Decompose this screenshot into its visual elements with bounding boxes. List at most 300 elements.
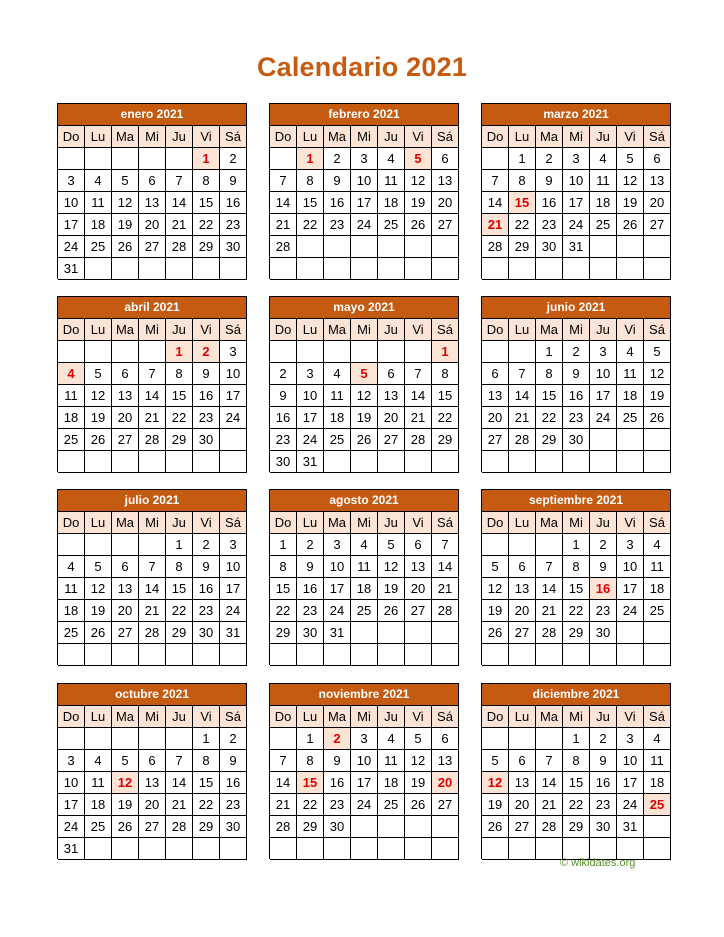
empty-day-cell [112,728,139,750]
day-cell: 25 [85,236,112,258]
day-cell: 31 [297,451,324,473]
month-block [269,103,459,279]
day-cell: 12 [482,578,509,600]
day-cell: 19 [405,772,432,794]
empty-day-cell [644,644,671,666]
day-cell: 2 [536,148,563,170]
weekday-header: Mi [563,512,590,534]
empty-day-cell [432,644,459,666]
weekday-header: Do [270,126,297,148]
day-cell: 1 [270,534,297,556]
day-cell: 22 [297,214,324,236]
day-cell: 10 [297,385,324,407]
day-cell: 19 [85,600,112,622]
month-block [481,296,671,472]
month-block [269,489,459,665]
weekday-header: Ma [536,706,563,728]
day-cell: 27 [432,794,459,816]
day-cell: 21 [166,794,193,816]
weekday-header: Vi [193,126,220,148]
day-cell: 6 [509,556,536,578]
day-cell: 16 [324,772,351,794]
empty-day-cell [536,728,563,750]
empty-day-cell [166,258,193,280]
day-cell: 8 [297,750,324,772]
empty-day-cell [220,451,247,473]
empty-day-cell [220,258,247,280]
weekday-header: Sá [220,126,247,148]
day-cell: 30 [297,622,324,644]
day-cell: 5 [85,363,112,385]
day-cell: 29 [166,429,193,451]
empty-day-cell [351,341,378,363]
day-cell: 25 [617,407,644,429]
day-cell: 16 [220,772,247,794]
day-cell: 11 [58,578,85,600]
day-cell: 8 [297,170,324,192]
empty-day-cell [617,644,644,666]
day-cell: 24 [297,429,324,451]
weekday-header: Lu [297,126,324,148]
day-cell: 7 [270,170,297,192]
day-cell: 12 [405,750,432,772]
day-cell: 20 [378,407,405,429]
day-cell: 27 [482,429,509,451]
weekday-header: Ju [166,706,193,728]
day-cell: 3 [58,750,85,772]
day-cell: 23 [193,407,220,429]
day-cell: 14 [139,385,166,407]
day-cell: 24 [563,214,590,236]
day-cell: 20 [112,407,139,429]
weekday-header: Lu [85,126,112,148]
empty-day-cell [139,534,166,556]
day-cell: 28 [482,236,509,258]
day-cell: 19 [482,600,509,622]
empty-day-cell [58,534,85,556]
month-title: junio 2021 [482,297,671,319]
empty-day-cell [644,258,671,280]
day-cell: 22 [270,600,297,622]
weekday-header: Ma [536,319,563,341]
holiday-day-cell: 12 [482,772,509,794]
empty-day-cell [324,258,351,280]
day-cell: 10 [351,170,378,192]
empty-day-cell [85,838,112,860]
day-cell: 23 [270,429,297,451]
day-cell: 24 [351,214,378,236]
holiday-day-cell: 2 [193,341,220,363]
day-cell: 20 [482,407,509,429]
empty-day-cell [378,644,405,666]
month-title: julio 2021 [58,490,247,512]
day-cell: 7 [139,363,166,385]
day-cell: 9 [220,170,247,192]
day-cell: 7 [270,750,297,772]
day-cell: 4 [351,534,378,556]
empty-day-cell [563,258,590,280]
day-cell: 11 [324,385,351,407]
day-cell: 22 [509,214,536,236]
day-cell: 10 [617,750,644,772]
month-block [269,683,459,859]
weekday-header: Sá [644,126,671,148]
day-cell: 27 [378,429,405,451]
empty-day-cell [509,728,536,750]
day-cell: 4 [58,556,85,578]
weekday-header: Ma [324,126,351,148]
empty-day-cell [112,838,139,860]
weekday-header: Do [482,126,509,148]
day-cell: 23 [536,214,563,236]
day-cell: 9 [220,750,247,772]
day-cell: 11 [617,363,644,385]
empty-day-cell [351,644,378,666]
day-cell: 17 [351,772,378,794]
holiday-day-cell: 1 [432,341,459,363]
day-cell: 31 [58,258,85,280]
day-cell: 19 [112,794,139,816]
holiday-day-cell: 4 [58,363,85,385]
empty-day-cell [351,622,378,644]
day-cell: 27 [405,600,432,622]
day-cell: 26 [617,214,644,236]
empty-day-cell [644,622,671,644]
weekday-header: Lu [297,512,324,534]
empty-day-cell [85,341,112,363]
day-cell: 2 [324,148,351,170]
day-cell: 4 [378,148,405,170]
empty-day-cell [509,644,536,666]
day-cell: 6 [432,728,459,750]
empty-day-cell [378,258,405,280]
empty-day-cell [85,148,112,170]
day-cell: 18 [58,600,85,622]
day-cell: 22 [297,794,324,816]
day-cell: 18 [644,772,671,794]
empty-day-cell [536,644,563,666]
day-cell: 9 [536,170,563,192]
holiday-day-cell: 15 [509,192,536,214]
day-cell: 5 [482,750,509,772]
weekday-header: Sá [644,512,671,534]
day-cell: 8 [536,363,563,385]
holiday-day-cell: 1 [193,148,220,170]
weekday-header: Lu [509,706,536,728]
empty-day-cell [617,622,644,644]
day-cell: 28 [536,816,563,838]
day-cell: 15 [563,772,590,794]
day-cell: 5 [85,556,112,578]
empty-day-cell [405,341,432,363]
empty-day-cell [405,644,432,666]
day-cell: 3 [220,341,247,363]
empty-day-cell [220,644,247,666]
weekday-header: Ju [166,126,193,148]
day-cell: 2 [590,534,617,556]
day-cell: 25 [378,214,405,236]
day-cell: 13 [432,170,459,192]
day-cell: 28 [139,429,166,451]
day-cell: 27 [509,622,536,644]
day-cell: 17 [351,192,378,214]
day-cell: 24 [590,407,617,429]
page-title: Calendario 2021 [256,52,468,82]
month-title: noviembre 2021 [270,684,459,706]
empty-day-cell [58,341,85,363]
day-cell: 19 [351,407,378,429]
weekday-header: Do [482,319,509,341]
weekday-header: Lu [509,126,536,148]
empty-day-cell [139,258,166,280]
weekday-header: Ju [166,319,193,341]
day-cell: 21 [536,600,563,622]
weekday-header: Vi [617,126,644,148]
day-cell: 12 [112,192,139,214]
day-cell: 25 [58,429,85,451]
day-cell: 1 [509,148,536,170]
day-cell: 18 [351,578,378,600]
day-cell: 13 [482,385,509,407]
day-cell: 9 [193,556,220,578]
day-cell: 8 [432,363,459,385]
month-block [481,683,671,859]
day-cell: 27 [139,816,166,838]
empty-day-cell [270,341,297,363]
day-cell: 10 [58,772,85,794]
day-cell: 18 [378,192,405,214]
empty-day-cell [509,451,536,473]
empty-day-cell [270,258,297,280]
weekday-header: Ma [536,126,563,148]
weekday-header: Lu [509,319,536,341]
weekday-header: Do [270,319,297,341]
day-cell: 6 [112,363,139,385]
weekday-header: Mi [351,512,378,534]
day-cell: 15 [297,192,324,214]
month-title: abril 2021 [58,297,247,319]
month-block [57,683,247,859]
month-title: mayo 2021 [270,297,459,319]
day-cell: 25 [58,622,85,644]
month-title: enero 2021 [58,104,247,126]
empty-day-cell [112,341,139,363]
day-cell: 8 [509,170,536,192]
holiday-day-cell: 1 [297,148,324,170]
month-title: octubre 2021 [58,684,247,706]
day-cell: 27 [112,622,139,644]
day-cell: 29 [193,236,220,258]
weekday-header: Lu [509,512,536,534]
month-title: diciembre 2021 [482,684,671,706]
day-cell: 8 [270,556,297,578]
weekday-header: Mi [563,319,590,341]
empty-day-cell [139,148,166,170]
empty-day-cell [324,644,351,666]
empty-day-cell [85,644,112,666]
day-cell: 2 [297,534,324,556]
day-cell: 26 [85,429,112,451]
weekday-header: Do [482,706,509,728]
empty-day-cell [166,451,193,473]
day-cell: 13 [139,192,166,214]
day-cell: 21 [509,407,536,429]
holiday-day-cell: 12 [112,772,139,794]
day-cell: 4 [644,534,671,556]
day-cell: 13 [644,170,671,192]
weekday-header: Mi [351,706,378,728]
day-cell: 9 [270,385,297,407]
day-cell: 11 [590,170,617,192]
empty-day-cell [324,341,351,363]
day-cell: 26 [112,236,139,258]
day-cell: 12 [351,385,378,407]
empty-day-cell [536,838,563,860]
day-cell: 6 [432,148,459,170]
day-cell: 14 [536,578,563,600]
weekday-header: Mi [139,706,166,728]
day-cell: 15 [193,192,220,214]
weekday-header: Ju [378,512,405,534]
weekday-header: Vi [193,512,220,534]
holiday-day-cell: 16 [590,578,617,600]
empty-day-cell [617,451,644,473]
weekday-header: Ju [590,706,617,728]
empty-day-cell [378,341,405,363]
day-cell: 4 [378,728,405,750]
day-cell: 21 [270,794,297,816]
day-cell: 3 [590,341,617,363]
day-cell: 17 [58,794,85,816]
day-cell: 1 [193,728,220,750]
day-cell: 6 [112,556,139,578]
weekday-header: Do [58,126,85,148]
day-cell: 13 [432,750,459,772]
day-cell: 29 [432,429,459,451]
day-cell: 3 [563,148,590,170]
holiday-day-cell: 20 [432,772,459,794]
empty-day-cell [193,258,220,280]
weekday-header: Ma [112,706,139,728]
day-cell: 2 [563,341,590,363]
day-cell: 25 [85,816,112,838]
day-cell: 22 [193,794,220,816]
holiday-day-cell: 1 [166,341,193,363]
empty-day-cell [112,258,139,280]
empty-day-cell [644,429,671,451]
day-cell: 6 [139,750,166,772]
empty-day-cell [297,341,324,363]
day-cell: 6 [139,170,166,192]
day-cell: 8 [166,556,193,578]
holiday-day-cell: 2 [324,728,351,750]
empty-day-cell [351,236,378,258]
month-title: febrero 2021 [270,104,459,126]
day-cell: 13 [509,578,536,600]
empty-day-cell [297,236,324,258]
day-cell: 13 [509,772,536,794]
day-cell: 6 [378,363,405,385]
day-cell: 1 [563,534,590,556]
day-cell: 6 [482,363,509,385]
day-cell: 21 [432,578,459,600]
day-cell: 30 [590,816,617,838]
weekday-header: Vi [617,319,644,341]
empty-day-cell [351,816,378,838]
day-cell: 9 [324,750,351,772]
weekday-header: Ju [590,126,617,148]
day-cell: 10 [563,170,590,192]
weekday-header: Sá [220,512,247,534]
day-cell: 11 [85,192,112,214]
weekday-header: Sá [644,706,671,728]
day-cell: 16 [324,192,351,214]
empty-day-cell [432,622,459,644]
day-cell: 24 [220,600,247,622]
weekday-header: Mi [139,126,166,148]
day-cell: 28 [405,429,432,451]
day-cell: 28 [432,600,459,622]
empty-day-cell [297,258,324,280]
day-cell: 15 [166,578,193,600]
month-title: agosto 2021 [270,490,459,512]
day-cell: 19 [112,214,139,236]
weekday-header: Do [58,706,85,728]
weekday-header: Mi [563,126,590,148]
empty-day-cell [563,451,590,473]
day-cell: 14 [270,772,297,794]
day-cell: 19 [482,794,509,816]
weekday-header: Lu [297,319,324,341]
day-cell: 21 [166,214,193,236]
day-cell: 2 [220,728,247,750]
day-cell: 5 [378,534,405,556]
day-cell: 13 [112,578,139,600]
holiday-day-cell: 25 [644,794,671,816]
weekday-header: Mi [139,319,166,341]
empty-day-cell [139,838,166,860]
month-title: septiembre 2021 [482,490,671,512]
empty-day-cell [482,341,509,363]
footer-credit[interactable]: © wikidates.org [560,857,636,869]
day-cell: 10 [220,363,247,385]
weekday-header: Ma [536,512,563,534]
day-cell: 30 [536,236,563,258]
day-cell: 22 [166,600,193,622]
day-cell: 20 [112,600,139,622]
empty-day-cell [536,534,563,556]
day-cell: 13 [378,385,405,407]
day-cell: 18 [85,794,112,816]
month-block [481,103,671,279]
day-cell: 16 [536,192,563,214]
day-cell: 4 [617,341,644,363]
day-cell: 26 [378,600,405,622]
day-cell: 24 [58,236,85,258]
day-cell: 26 [482,816,509,838]
day-cell: 12 [85,385,112,407]
day-cell: 14 [166,192,193,214]
empty-day-cell [405,451,432,473]
empty-day-cell [297,838,324,860]
empty-day-cell [378,236,405,258]
day-cell: 21 [270,214,297,236]
empty-day-cell [432,258,459,280]
empty-day-cell [351,451,378,473]
weekday-header: Ma [324,512,351,534]
day-cell: 18 [58,407,85,429]
weekday-header: Ma [112,512,139,534]
